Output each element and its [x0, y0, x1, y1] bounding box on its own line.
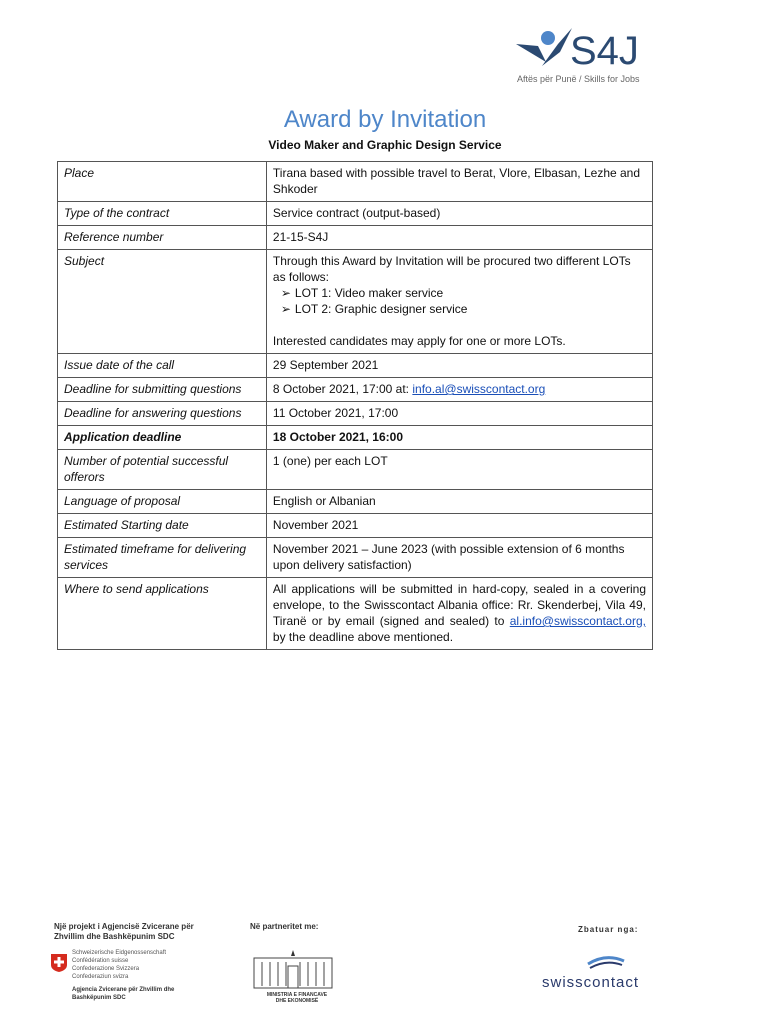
- table-row: [58, 490, 653, 514]
- row-label: Place: [58, 162, 267, 202]
- email-link[interactable]: info.al@swisscontact.org: [412, 382, 546, 396]
- list-item: [281, 285, 646, 301]
- partner-label: Në partneritet me:: [250, 922, 319, 931]
- row-value: [266, 378, 652, 402]
- sdc-line: Confederaziun svizra: [72, 974, 129, 980]
- lots-list: [273, 285, 646, 317]
- logo-tagline: Aftës për Punë / Skills for Jobs: [517, 74, 640, 84]
- page-subtitle: Video Maker and Graphic Design Service: [268, 138, 502, 152]
- page-title: Award by Invitation: [283, 106, 487, 133]
- table-row: [58, 162, 653, 202]
- row-label: Subject: [58, 250, 267, 354]
- row-value-text: All applications will be submitted in hard-copy, sealed in a covering envelope, to the Swisscontact Albania office: Rr. Skenderbej, Vila 49, Tiranë or by email (signed and sealed) to: [272, 582, 646, 628]
- row-value: 18 October 2021, 16:00: [266, 426, 652, 450]
- arrow-bullet-icon: ➢: [280, 302, 291, 316]
- lot-label: LOT 2: Graphic designer service: [294, 302, 468, 316]
- award-details-table: [57, 161, 653, 650]
- footer-project-text: Një projekt i Agjencisë Zvicerane për Zhvillim dhe Bashkëpunim SDC: [54, 922, 194, 941]
- row-value: English or Albanian: [266, 490, 652, 514]
- table-row: [58, 202, 653, 226]
- table-row: [58, 354, 653, 378]
- row-value: [266, 578, 652, 650]
- row-value-text: 8 October 2021, 17:00 at:: [272, 382, 413, 396]
- row-label: Issue date of the call: [58, 354, 267, 378]
- row-label: Reference number: [58, 226, 267, 250]
- swisscontact-swirl-icon: [584, 955, 628, 973]
- sdc-agency-text: Agjencia Zvicerane për Zhvillim dhe Bashkëpunim SDC: [72, 987, 175, 1001]
- row-label: Estimated Starting date: [58, 514, 267, 538]
- list-item: [281, 301, 646, 317]
- swisscontact-logo-text: swisscontact: [542, 974, 640, 991]
- sdc-line: Schweizerische Eidgenossenschaft: [72, 950, 167, 956]
- table-row: [58, 250, 653, 354]
- row-value: November 2021: [266, 514, 652, 538]
- row-label: Where to send applications: [58, 578, 267, 650]
- row-value: 1 (one) per each LOT: [266, 450, 652, 490]
- row-value: 29 September 2021: [266, 354, 652, 378]
- row-label: Deadline for answering questions: [58, 402, 267, 426]
- row-value: 11 October 2021, 17:00: [266, 402, 652, 426]
- table-row: [58, 514, 653, 538]
- row-value: November 2021 – June 2023 (with possible extension of 6 months upon delivery satisfaction): [266, 538, 652, 578]
- row-label: Number of potential successful offerors: [58, 450, 267, 490]
- row-value-tail: by the deadline above mentioned.: [272, 630, 454, 644]
- logo-brand: S4J: [570, 29, 639, 73]
- table-row: [58, 378, 653, 402]
- ministry-name: MINISTRIA E FINANCAVE DHE EKONOMISË: [266, 992, 328, 1004]
- row-label: Estimated timeframe for delivering services: [58, 538, 267, 578]
- arrow-bullet-icon: ➢: [280, 286, 291, 300]
- row-value: Tirana based with possible travel to Berat, Vlore, Elbasan, Lezhe and Shkoder: [266, 162, 652, 202]
- lot-label: LOT 1: Video maker service: [294, 286, 444, 300]
- email-link[interactable]: al.info@swisscontact.org,: [509, 614, 646, 628]
- row-label: Deadline for submitting questions: [58, 378, 267, 402]
- row-label: Type of the contract: [58, 202, 267, 226]
- sdc-confederation-text: [72, 949, 166, 981]
- table-row: [58, 226, 653, 250]
- row-label: Application deadline: [58, 426, 267, 450]
- implemented-by-label: Zbatuar nga:: [578, 925, 639, 934]
- table-row: [58, 426, 653, 450]
- subject-intro: Through this Award by Invitation will be procured two different LOTs as follows:: [272, 254, 631, 284]
- table-row: [58, 402, 653, 426]
- row-value: Service contract (output-based): [266, 202, 652, 226]
- sdc-line: Confédération suisse: [72, 958, 129, 964]
- row-label: Language of proposal: [58, 490, 267, 514]
- swiss-flag-icon: [50, 953, 68, 973]
- subject-note: Interested candidates may apply for one or more LOTs.: [272, 334, 566, 348]
- table-row: [58, 450, 653, 490]
- table-row: [58, 578, 653, 650]
- table-row: [58, 538, 653, 578]
- subject-value: [266, 250, 652, 354]
- sdc-line: Confederazione Svizzera: [72, 966, 140, 972]
- row-value: 21-15-S4J: [266, 226, 652, 250]
